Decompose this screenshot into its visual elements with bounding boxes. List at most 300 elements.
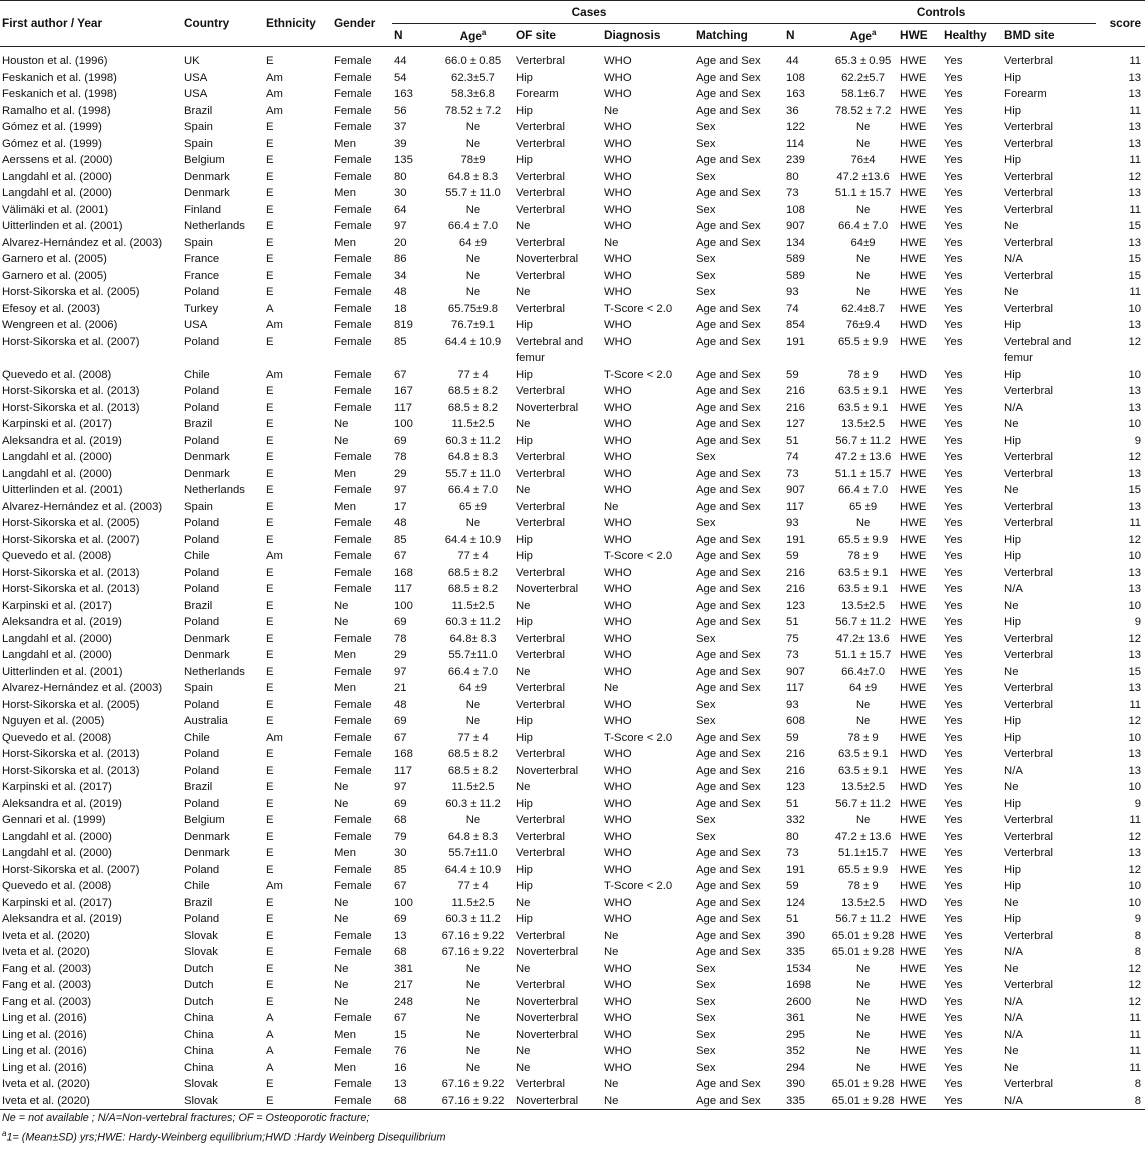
table-row bbox=[0, 1076, 1145, 1093]
header-country: Country bbox=[182, 1, 264, 47]
cell-ethnicity: Am bbox=[266, 88, 283, 100]
cell-healthy: Yes bbox=[944, 1028, 963, 1041]
cell-ethnicity: E bbox=[266, 467, 274, 480]
cell-bmd-site: Verterbral bbox=[1004, 500, 1054, 513]
cell-healthy: Yes bbox=[944, 401, 963, 414]
cell-of-site: Hip bbox=[516, 913, 533, 925]
cell-healthy: Yes bbox=[944, 335, 963, 348]
table-row bbox=[0, 928, 1145, 945]
cell-gender: Ne bbox=[334, 797, 349, 810]
cell-ctrl-age: 65.01 ± 9.28 bbox=[831, 1094, 895, 1107]
cell-ethnicity: E bbox=[266, 616, 274, 628]
cell-case-age: Ne bbox=[465, 253, 481, 265]
cell-healthy: Yes bbox=[944, 533, 963, 546]
cell-bmd-site: Verterbral bbox=[1004, 632, 1054, 645]
cell-author: Karpinski et al. (2017) bbox=[2, 896, 112, 909]
cell-healthy: Yes bbox=[944, 814, 963, 826]
cell-matching: Age and Sex bbox=[696, 731, 761, 744]
cell-ethnicity: A bbox=[266, 302, 274, 315]
cell-case-age: 67.16 ± 9.22 bbox=[441, 929, 505, 942]
cell-case-age: 68.5 ± 8.2 bbox=[447, 401, 499, 414]
cell-author: Horst-Sikorska et al. (2007) bbox=[2, 863, 140, 876]
table-row bbox=[0, 334, 1145, 367]
cell-ctrl-age: Ne bbox=[855, 698, 871, 711]
cell-gender: Men bbox=[334, 187, 356, 199]
cell-diagnosis: WHO bbox=[604, 698, 632, 711]
cell-score: 11 bbox=[1129, 1061, 1142, 1074]
table-row bbox=[0, 796, 1145, 813]
table-row bbox=[0, 664, 1145, 681]
cell-of-site: Verterbral bbox=[516, 929, 565, 942]
cell-hwe: HWD bbox=[900, 781, 928, 793]
cell-case-age: Ne bbox=[465, 715, 481, 727]
cell-gender: Men bbox=[334, 1061, 356, 1074]
cell-ctrl-n: 80 bbox=[786, 170, 799, 183]
cell-ctrl-age: 51.1 ± 15.7 bbox=[834, 649, 892, 661]
cell-ethnicity: E bbox=[266, 451, 274, 463]
cell-ctrl-n: 335 bbox=[786, 1094, 805, 1107]
cell-case-age: 55.7±11.0 bbox=[448, 847, 498, 859]
cell-case-n: 85 bbox=[394, 863, 407, 876]
table-row bbox=[0, 86, 1145, 103]
cell-healthy: Yes bbox=[944, 137, 963, 150]
table-row bbox=[0, 994, 1145, 1011]
cell-case-n: 48 bbox=[394, 517, 407, 529]
cell-author: Langdahl et al. (2000) bbox=[2, 830, 112, 843]
cell-author: Uitterlinden et al. (2001) bbox=[2, 484, 123, 496]
cell-ctrl-n: 108 bbox=[786, 71, 805, 84]
cell-bmd-site: Ne bbox=[1004, 896, 1019, 909]
cell-hwe: HWE bbox=[900, 121, 927, 133]
cell-score: 9 bbox=[1134, 434, 1142, 447]
cell-diagnosis: WHO bbox=[604, 583, 632, 595]
cell-ethnicity: E bbox=[266, 401, 274, 414]
cell-author: Langdahl et al. (2000) bbox=[2, 451, 112, 463]
cell-bmd-site: Verterbral bbox=[1004, 137, 1054, 150]
cell-diagnosis: WHO bbox=[604, 451, 632, 463]
cell-bmd-site: Verterbral bbox=[1004, 929, 1054, 942]
cell-ctrl-n: 332 bbox=[786, 814, 805, 826]
cell-ethnicity: E bbox=[266, 962, 274, 975]
cell-country: Poland bbox=[184, 286, 220, 298]
cell-gender: Female bbox=[334, 319, 372, 331]
cell-ethnicity: E bbox=[266, 649, 274, 661]
cell-country: Denmark bbox=[184, 170, 230, 183]
table-row bbox=[0, 1060, 1145, 1077]
cell-country: Slovak bbox=[184, 1078, 218, 1090]
cell-healthy: Yes bbox=[944, 319, 963, 331]
cell-gender: Female bbox=[334, 269, 372, 282]
cell-matching: Sex bbox=[696, 137, 716, 150]
cell-ctrl-age: 62.2±5.7 bbox=[841, 71, 885, 84]
cell-score: 13 bbox=[1128, 137, 1142, 150]
cell-diagnosis: WHO bbox=[604, 781, 632, 793]
cell-score: 11 bbox=[1129, 814, 1142, 826]
cell-healthy: Yes bbox=[944, 368, 963, 381]
cell-healthy: Yes bbox=[944, 632, 963, 645]
cell-case-n: 97 bbox=[394, 665, 407, 678]
cell-diagnosis: Ne bbox=[604, 500, 619, 513]
cell-gender: Ne bbox=[334, 995, 349, 1008]
cell-country: Netherlands bbox=[184, 665, 245, 678]
cell-score: 13 bbox=[1128, 71, 1142, 84]
cell-diagnosis: WHO bbox=[604, 979, 632, 991]
cell-healthy: Yes bbox=[944, 517, 963, 529]
cell-country: Poland bbox=[184, 533, 220, 546]
cell-diagnosis: WHO bbox=[604, 1045, 632, 1057]
cell-gender: Female bbox=[334, 566, 372, 579]
cell-bmd-site: Verterbral bbox=[1004, 814, 1054, 826]
cell-hwe: HWE bbox=[900, 467, 927, 480]
cell-case-age: 64.4 ± 10.9 bbox=[444, 863, 502, 876]
table-row bbox=[0, 845, 1145, 862]
cell-matching: Age and Sex bbox=[696, 649, 761, 661]
cell-bmd-site: Hip bbox=[1004, 797, 1021, 810]
cell-gender: Ne bbox=[334, 962, 349, 975]
cell-healthy: Yes bbox=[944, 121, 963, 133]
cell-ethnicity: Am bbox=[266, 731, 283, 744]
cell-healthy: Yes bbox=[944, 863, 963, 876]
cell-case-n: 69 bbox=[394, 715, 407, 727]
cell-hwe: HWD bbox=[900, 319, 928, 331]
cell-hwe: HWE bbox=[900, 154, 927, 166]
cell-diagnosis: Ne bbox=[604, 1078, 619, 1090]
cell-bmd-site: Hip bbox=[1004, 863, 1021, 876]
cell-case-n: 39 bbox=[394, 137, 407, 150]
cell-matching: Age and Sex bbox=[696, 88, 761, 100]
cell-matching: Age and Sex bbox=[696, 896, 761, 909]
table-row bbox=[0, 185, 1145, 202]
cell-score: 11 bbox=[1129, 1028, 1142, 1041]
table-row bbox=[0, 235, 1145, 252]
cell-author: Horst-Sikorska et al. (2013) bbox=[2, 385, 140, 397]
cell-matching: Age and Sex bbox=[696, 187, 761, 199]
cell-ethnicity: A bbox=[266, 1012, 274, 1024]
cell-case-age: 60.3 ± 11.2 bbox=[445, 434, 501, 447]
cell-ctrl-age: 66.4 ± 7.0 bbox=[837, 220, 889, 232]
cell-hwe: HWE bbox=[900, 104, 927, 117]
cell-author: Langdahl et al. (2000) bbox=[2, 847, 112, 859]
cell-gender: Ne bbox=[334, 434, 349, 447]
cell-case-n: 67 bbox=[394, 550, 407, 562]
cell-hwe: HWE bbox=[900, 418, 927, 430]
cell-ctrl-n: 36 bbox=[786, 104, 799, 117]
cell-case-n: 168 bbox=[394, 748, 413, 760]
cell-author: Horst-Sikorska et al. (2013) bbox=[2, 401, 140, 414]
cell-ctrl-n: 907 bbox=[786, 220, 805, 232]
cell-of-site: Verterbral bbox=[516, 748, 565, 760]
cell-ctrl-n: 127 bbox=[786, 418, 805, 430]
cell-hwe: HWE bbox=[900, 88, 927, 100]
cell-case-age: 64.8 ± 8.3 bbox=[447, 830, 499, 843]
cell-case-n: 80 bbox=[394, 170, 407, 183]
cell-ctrl-n: 1534 bbox=[786, 962, 812, 975]
cell-bmd-site: Hip bbox=[1004, 913, 1021, 925]
cell-healthy: Yes bbox=[944, 781, 963, 793]
cell-bmd-site: Hip bbox=[1004, 550, 1021, 562]
cell-hwe: HWE bbox=[900, 566, 927, 579]
cell-author: Ling et al. (2016) bbox=[2, 1028, 87, 1041]
cell-ethnicity: E bbox=[266, 220, 274, 232]
cell-country: Denmark bbox=[184, 187, 230, 199]
table-row bbox=[0, 367, 1145, 384]
cell-score: 15 bbox=[1128, 220, 1142, 232]
cell-score: 12 bbox=[1128, 979, 1142, 991]
cell-ethnicity: E bbox=[266, 484, 274, 496]
cell-hwe: HWE bbox=[900, 1078, 927, 1090]
cell-ctrl-n: 123 bbox=[786, 781, 805, 793]
table-row bbox=[0, 1010, 1145, 1027]
cell-diagnosis: WHO bbox=[604, 962, 632, 975]
table-row bbox=[0, 70, 1145, 87]
cell-gender: Female bbox=[334, 220, 372, 232]
cell-ctrl-age: Ne bbox=[855, 286, 871, 298]
cell-country: Finland bbox=[184, 203, 222, 216]
cell-ethnicity: E bbox=[266, 286, 274, 298]
cell-healthy: Yes bbox=[944, 451, 963, 463]
cell-score: 12 bbox=[1128, 962, 1142, 975]
cell-author: Feskanich et al. (1998) bbox=[2, 88, 117, 100]
cell-hwe: HWE bbox=[900, 962, 927, 975]
cell-country: Brazil bbox=[184, 896, 213, 909]
cell-healthy: Yes bbox=[944, 467, 963, 480]
cell-gender: Female bbox=[334, 121, 372, 133]
cell-gender: Men bbox=[334, 649, 356, 661]
cell-case-n: 97 bbox=[394, 220, 407, 232]
cell-ctrl-age: 56.7 ± 11.2 bbox=[835, 797, 891, 810]
cell-matching: Age and Sex bbox=[696, 566, 761, 579]
cell-author: Iveta et al. (2020) bbox=[2, 1094, 90, 1107]
table-row bbox=[0, 977, 1145, 994]
cell-diagnosis: WHO bbox=[604, 566, 632, 579]
cell-score: 13 bbox=[1128, 467, 1142, 480]
cell-case-age: 55.7 ± 11.0 bbox=[445, 467, 501, 480]
cell-diagnosis: WHO bbox=[604, 484, 632, 496]
cell-healthy: Yes bbox=[944, 995, 963, 1008]
table-header bbox=[0, 1, 1145, 47]
cell-bmd-site: Hip bbox=[1004, 154, 1021, 166]
cell-healthy: Yes bbox=[944, 236, 963, 249]
cell-hwe: HWE bbox=[900, 550, 927, 562]
cell-bmd-site: Hip bbox=[1004, 616, 1021, 628]
cell-case-age: 64.4 ± 10.9 bbox=[444, 533, 502, 546]
cell-case-n: 248 bbox=[394, 995, 413, 1008]
table-row bbox=[0, 565, 1145, 582]
cell-of-site: Verterbral bbox=[516, 517, 565, 529]
cell-country: Slovak bbox=[184, 1094, 218, 1107]
cell-score: 13 bbox=[1128, 385, 1142, 397]
cell-ctrl-n: 216 bbox=[786, 385, 805, 397]
cell-gender: Female bbox=[334, 451, 372, 463]
cell-case-age: 68.5 ± 8.2 bbox=[447, 385, 499, 397]
cell-case-n: 819 bbox=[394, 319, 413, 331]
cell-diagnosis: WHO bbox=[604, 55, 632, 67]
cell-matching: Age and Sex bbox=[696, 154, 761, 166]
cell-hwe: HWE bbox=[900, 187, 927, 199]
cell-country: USA bbox=[184, 319, 208, 331]
cell-of-site: Verterbral bbox=[516, 137, 565, 150]
cell-of-site: Noverterbral bbox=[516, 946, 579, 958]
table-row bbox=[0, 136, 1145, 153]
table-row bbox=[0, 251, 1145, 268]
cell-case-n: 21 bbox=[394, 682, 407, 694]
cell-ctrl-age: Ne bbox=[855, 253, 871, 265]
cell-country: Poland bbox=[184, 401, 220, 414]
cell-case-age: Ne bbox=[465, 995, 481, 1008]
cell-of-site: Hip bbox=[516, 797, 533, 810]
cell-country: France bbox=[184, 253, 220, 265]
cell-score: 10 bbox=[1128, 781, 1142, 793]
cell-case-n: 64 bbox=[394, 203, 407, 216]
cell-ethnicity: E bbox=[266, 995, 274, 1008]
cell-case-age: 64.8 ± 8.3 bbox=[447, 170, 499, 183]
cell-score: 8 bbox=[1134, 1078, 1142, 1090]
cell-case-n: 69 bbox=[394, 913, 407, 925]
cell-score: 12 bbox=[1128, 715, 1142, 727]
cell-ctrl-age: 47.2± 13.6 bbox=[836, 632, 890, 645]
cell-healthy: Yes bbox=[944, 88, 963, 100]
cell-score: 11 bbox=[1129, 698, 1142, 711]
cell-ethnicity: A bbox=[266, 1061, 274, 1074]
cell-bmd-site: Hip bbox=[1004, 715, 1021, 727]
cell-matching: Sex bbox=[696, 830, 716, 843]
cell-ctrl-n: 51 bbox=[786, 616, 799, 628]
cell-matching: Age and Sex bbox=[696, 55, 761, 67]
cell-ctrl-age: 63.5 ± 9.1 bbox=[837, 385, 889, 397]
cell-matching: Age and Sex bbox=[696, 467, 761, 480]
cell-matching: Age and Sex bbox=[696, 847, 761, 859]
cell-bmd-site: Verterbral bbox=[1004, 385, 1054, 397]
cell-author: Gómez et al. (1999) bbox=[2, 121, 102, 133]
cell-healthy: Yes bbox=[944, 979, 963, 991]
cell-ctrl-n: 854 bbox=[786, 319, 805, 331]
cell-score: 10 bbox=[1128, 599, 1142, 612]
cell-case-n: 117 bbox=[394, 764, 413, 777]
cell-ethnicity: E bbox=[266, 236, 274, 249]
cell-hwe: HWE bbox=[900, 220, 927, 232]
cell-author: Aleksandra et al. (2019) bbox=[2, 616, 122, 628]
cell-gender: Female bbox=[334, 583, 372, 595]
cell-of-site: Ne bbox=[516, 781, 531, 793]
cell-ctrl-n: 216 bbox=[786, 583, 805, 595]
cell-bmd-site: Ne bbox=[1004, 1045, 1019, 1057]
cell-ctrl-n: 80 bbox=[786, 830, 799, 843]
cell-healthy: Yes bbox=[944, 847, 963, 859]
cell-of-site: Verterbral bbox=[516, 830, 565, 843]
cell-author: Horst-Sikorska et al. (2013) bbox=[2, 566, 140, 579]
cell-healthy: Yes bbox=[944, 682, 963, 694]
cell-diagnosis: Ne bbox=[604, 1094, 619, 1107]
cell-score: 13 bbox=[1128, 748, 1142, 760]
cell-author: Ling et al. (2016) bbox=[2, 1045, 87, 1057]
cell-hwe: HWE bbox=[900, 484, 927, 496]
cell-diagnosis: Ne bbox=[604, 104, 619, 117]
cell-country: Spain bbox=[184, 121, 213, 133]
cell-ctrl-n: 73 bbox=[786, 649, 799, 661]
cell-diagnosis: WHO bbox=[604, 1028, 632, 1041]
cell-bmd-site: Ne bbox=[1004, 418, 1019, 430]
cell-of-site: Noverterbral bbox=[516, 1028, 579, 1041]
cell-healthy: Yes bbox=[944, 649, 963, 661]
cell-country: China bbox=[184, 1061, 214, 1074]
cell-case-age: Ne bbox=[465, 203, 481, 216]
cell-author: Ling et al. (2016) bbox=[2, 1061, 87, 1074]
cell-ethnicity: E bbox=[266, 566, 274, 579]
table-row bbox=[0, 581, 1145, 598]
cell-of-site: Noverterbral bbox=[516, 583, 579, 595]
cell-ctrl-age: 65.01 ± 9.28 bbox=[831, 1078, 895, 1090]
cell-bmd-site: Verterbral bbox=[1004, 979, 1054, 991]
cell-country: Dutch bbox=[184, 995, 214, 1008]
cell-of-site: Verterbral bbox=[516, 682, 565, 694]
cell-gender: Female bbox=[334, 286, 372, 298]
cell-score: 15 bbox=[1128, 253, 1142, 265]
cell-ctrl-age: 63.5 ± 9.1 bbox=[837, 583, 889, 595]
cell-ctrl-n: 2600 bbox=[786, 995, 812, 1008]
cell-ctrl-age: 63.5 ± 9.1 bbox=[837, 566, 889, 579]
cell-gender: Female bbox=[334, 385, 372, 397]
cell-hwe: HWE bbox=[900, 253, 927, 265]
cell-ethnicity: E bbox=[266, 253, 274, 265]
cell-ctrl-age: 66.4±7.0 bbox=[841, 665, 885, 678]
cell-author: Alvarez-Hernández et al. (2003) bbox=[2, 682, 163, 694]
cell-case-n: 86 bbox=[394, 253, 407, 265]
cell-matching: Age and Sex bbox=[696, 1078, 761, 1090]
cell-case-n: 117 bbox=[394, 583, 413, 595]
cell-ctrl-n: 191 bbox=[786, 533, 805, 546]
table-row bbox=[0, 548, 1145, 565]
cell-hwe: HWE bbox=[900, 599, 927, 612]
cell-case-age: 11.5±2.5 bbox=[451, 896, 495, 909]
cell-ethnicity: E bbox=[266, 698, 274, 711]
cell-hwe: HWD bbox=[900, 995, 928, 1008]
cell-of-site: Verterbral bbox=[516, 385, 565, 397]
table-row bbox=[0, 730, 1145, 747]
cell-ctrl-n: 390 bbox=[786, 929, 805, 942]
cell-bmd-site: Ne bbox=[1004, 781, 1019, 793]
cell-ethnicity: E bbox=[266, 946, 274, 958]
cell-bmd-site: N/A bbox=[1004, 401, 1023, 414]
cell-ctrl-n: 216 bbox=[786, 748, 805, 760]
cell-bmd-site: Vertebral and femur bbox=[1004, 335, 1072, 364]
cell-gender: Ne bbox=[334, 979, 349, 991]
cell-country: Poland bbox=[184, 797, 220, 810]
cell-matching: Sex bbox=[696, 995, 716, 1008]
cell-score: 11 bbox=[1129, 1012, 1142, 1024]
cell-gender: Female bbox=[334, 748, 372, 760]
cell-diagnosis: WHO bbox=[604, 814, 632, 826]
table-footnotes bbox=[0, 1109, 1145, 1146]
cell-ethnicity: E bbox=[266, 830, 274, 843]
cell-diagnosis: WHO bbox=[604, 1012, 632, 1024]
cell-case-age: Ne bbox=[465, 1045, 481, 1057]
cell-ctrl-n: 335 bbox=[786, 946, 805, 958]
cell-ctrl-n: 122 bbox=[786, 121, 805, 133]
cell-ctrl-age: 66.4 ± 7.0 bbox=[837, 484, 889, 496]
cell-author: Ling et al. (2016) bbox=[2, 1012, 87, 1024]
cell-ctrl-n: 51 bbox=[786, 434, 799, 447]
cell-country: Belgium bbox=[184, 154, 225, 166]
cell-matching: Age and Sex bbox=[696, 880, 761, 892]
cell-country: Dutch bbox=[184, 962, 214, 975]
cell-matching: Age and Sex bbox=[696, 401, 761, 414]
cell-bmd-site: Verterbral bbox=[1004, 55, 1054, 67]
cell-hwe: HWE bbox=[900, 913, 927, 925]
cell-ctrl-age: 58.1±6.7 bbox=[841, 88, 885, 100]
cell-ctrl-age: Ne bbox=[855, 269, 871, 282]
cell-author: Aleksandra et al. (2019) bbox=[2, 434, 122, 447]
cell-bmd-site: Hip bbox=[1004, 71, 1021, 84]
